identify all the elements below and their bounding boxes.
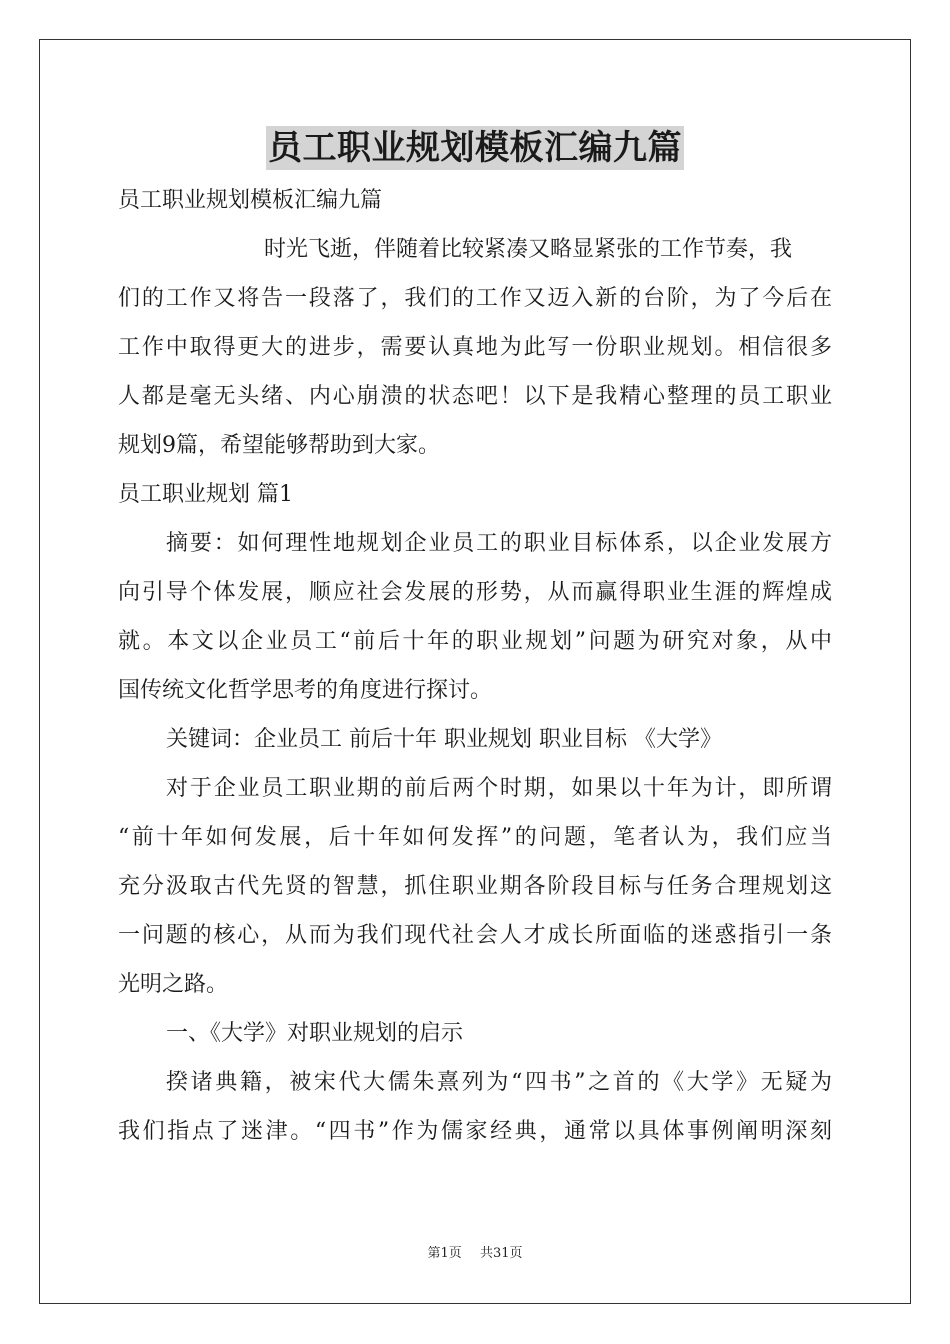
text-line: 充分汲取古代先贤的智慧，抓住职业期各阶段目标与任务合理规划这 (118, 874, 832, 899)
text-line: 摘要：如何理性地规划企业员工的职业目标体系，以企业发展方 (166, 531, 832, 556)
page-number: 第1页 (427, 1246, 462, 1261)
document-title: 员工职业规划模板汇编九篇 (268, 128, 682, 168)
text-line: 我们指点了迷津。“四书”作为儒家经典，通常以具体事例阐明深刻 (118, 1119, 832, 1144)
document-body (118, 176, 832, 1156)
text-line: 时光飞逝，伴随着比较紧凑又略显紧张的工作节奏，我 (264, 237, 793, 262)
text-line: 工作中取得更大的进步，需要认真地为此写一份职业规划。相信很多 (118, 335, 832, 360)
title-area (0, 126, 950, 170)
text-line: 员工职业规划模板汇编九篇 (118, 188, 383, 213)
text-line: 员工职业规划 篇1 (118, 482, 293, 507)
text-line: 关键词：企业员工 前后十年 职业规划 职业目标 《大学》 (166, 727, 722, 752)
text-line: 揆诸典籍，被宋代大儒朱熹列为“四书”之首的《大学》无疑为 (166, 1070, 832, 1095)
text-line: 对于企业员工职业期的前后两个时期，如果以十年为计，即所谓 (166, 776, 832, 801)
text-line: 一、《大学》对职业规划的启示 (166, 1021, 464, 1046)
text-line: 规划9篇，希望能够帮助到大家。 (118, 433, 440, 458)
text-line: 国传统文化哲学思考的角度进行探讨。 (118, 678, 493, 703)
total-pages: 共31页 (479, 1246, 523, 1261)
text-line: 光明之路。 (118, 972, 229, 997)
page-footer (0, 1245, 950, 1263)
text-line: 向引导个体发展，顺应社会发展的形势，从而赢得职业生涯的辉煌成 (118, 580, 832, 605)
text-line: 一问题的核心，从而为我们现代社会人才成长所面临的迷惑指引一条 (118, 923, 832, 948)
text-line: 人都是毫无头绪、内心崩溃的状态吧！以下是我精心整理的员工职业 (118, 384, 832, 409)
text-line: 们的工作又将告一段落了，我们的工作又迈入新的台阶，为了今后在 (118, 286, 832, 311)
text-line: “前十年如何发展，后十年如何发挥”的问题，笔者认为，我们应当 (118, 825, 832, 850)
text-line: 就。本文以企业员工“前后十年的职业规划”问题为研究对象，从中 (118, 629, 832, 654)
